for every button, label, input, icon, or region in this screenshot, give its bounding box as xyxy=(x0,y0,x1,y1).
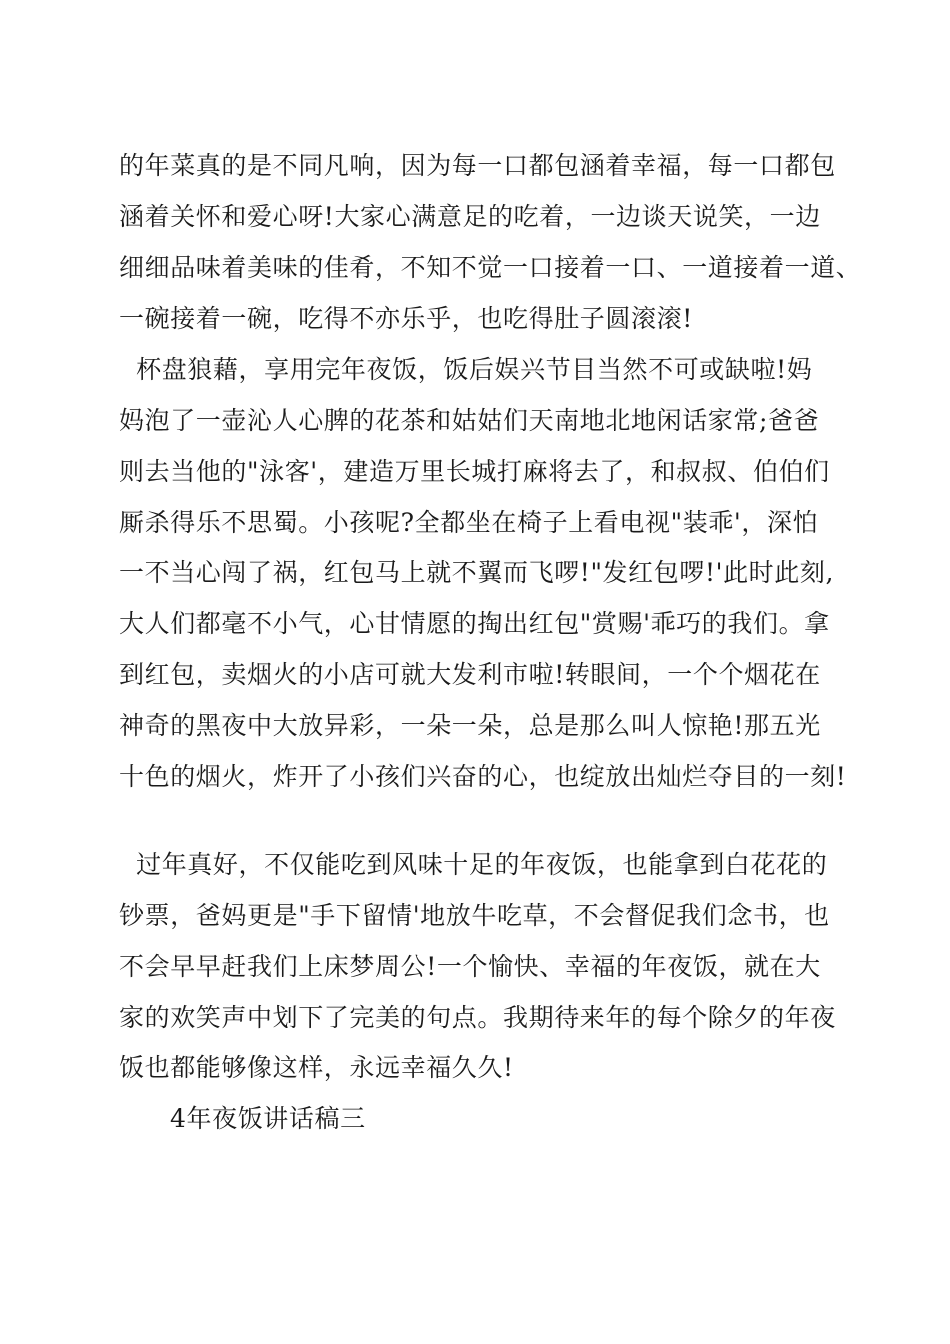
paragraph-3-line-1: 过年真好，不仅能吃到风味十足的年夜饭，也能拿到白花花的 xyxy=(119,850,828,879)
paragraph-2-line-8: 神奇的黑夜中大放异彩，一朵一朵，总是那么叫人惊艳!那五光 xyxy=(119,711,821,740)
section-heading: 4年夜饭讲话稿三 xyxy=(170,1104,366,1133)
paragraph-3-line-2: 钞票，爸妈更是"手下留情'地放牛吃草，不会督促我们念书，也 xyxy=(119,901,830,930)
paragraph-2-line-4: 厮杀得乐不思蜀。小孩呢?全都坐在椅子上看电视"装乖'，深怕 xyxy=(119,508,819,537)
paragraph-3-line-4: 家的欢笑声中划下了完美的句点。我期待来年的每个除夕的年夜 xyxy=(119,1003,836,1032)
paragraph-2-line-2: 妈泡了一壶沁人心脾的花茶和姑姑们天南地北地闲话家常;爸爸 xyxy=(119,406,820,435)
paragraph-3-line-5: 饭也都能够像这样，永远幸福久久! xyxy=(119,1053,514,1082)
paragraph-2-line-6: 大人们都毫不小气，心甘情愿的掏出红包"赏赐'乖巧的我们。拿 xyxy=(119,609,830,638)
paragraph-2-line-7: 到红包，卖烟火的小店可就大发利市啦!转眼间，一个个烟花在 xyxy=(119,660,821,689)
paragraph-2-line-1: 杯盘狼藉，享用完年夜饭，饭后娱兴节目当然不可或缺啦!妈 xyxy=(119,355,813,384)
paragraph-2-line-3: 则去当他的"泳客'，建造万里长城打麻将去了，和叔叔、伯伯们 xyxy=(119,457,830,486)
paragraph-3-line-3: 不会早早赶我们上床梦周公!一个愉快、幸福的年夜饭，就在大 xyxy=(119,952,821,981)
paragraph-2-line-5: 一不当心闯了祸，红包马上就不翼而飞啰!"发红包啰!'此时此刻, xyxy=(119,558,835,587)
paragraph-1-line-2: 涵着关怀和爱心呀!大家心满意足的吃着，一边谈天说笑，一边 xyxy=(119,202,821,231)
paragraph-1-line-4: 一碗接着一碗，吃得不亦乐乎，也吃得肚子圆滚滚! xyxy=(119,304,693,333)
paragraph-1-line-1: 的年菜真的是不同凡响，因为每一口都包涵着幸福，每一口都包 xyxy=(119,151,836,180)
paragraph-2-line-9: 十色的烟火，炸开了小孩们兴奋的心，也绽放出灿烂夺目的一刻! xyxy=(119,762,847,791)
paragraph-1-line-3: 细细品味着美味的佳肴，不知不觉一口接着一口、一道接着一道、 xyxy=(119,253,862,282)
